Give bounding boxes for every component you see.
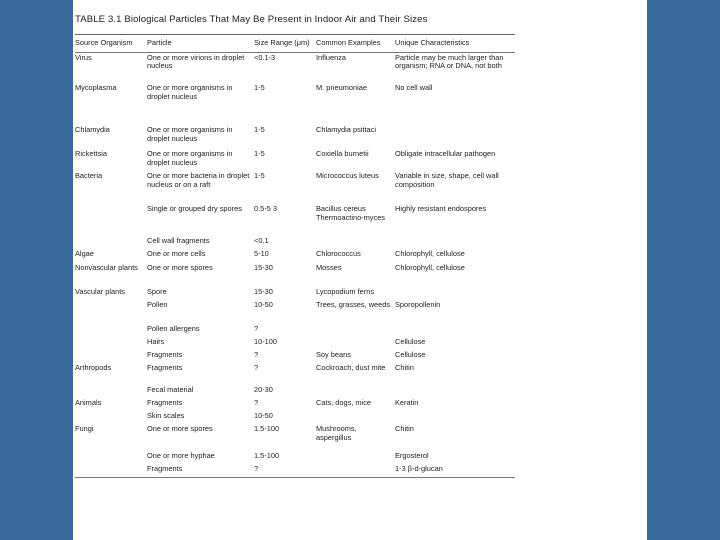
cell-examples <box>316 451 395 464</box>
particles-table <box>75 35 515 478</box>
cell-particle: Fragments <box>147 398 183 408</box>
cell-unique <box>395 125 515 149</box>
cell-particle: One or more bacteria in droplet nucleus or on a raft <box>147 171 250 189</box>
cell-unique: Variable in size, shape, cell wall composition <box>395 171 499 189</box>
document-page <box>75 14 515 478</box>
table-row <box>75 125 515 149</box>
cell-particle: Pollen <box>147 300 168 310</box>
cell-size: <0.1-3 <box>254 52 276 62</box>
cell-examples: Chlorococcus <box>316 249 361 259</box>
table-row <box>75 324 515 337</box>
cell-unique: Sporopollenin <box>395 300 441 310</box>
cell-size: 10-50 <box>254 411 273 421</box>
cell-size: 0.5-5 3 <box>254 204 278 214</box>
cell-particle: One or more cells <box>147 249 206 259</box>
cell-particle: Single or grouped dry spores <box>147 204 242 214</box>
cell-source <box>75 324 147 337</box>
cell-examples <box>316 464 395 477</box>
cell-size: 1-5 <box>254 171 265 181</box>
header-particle: Particle <box>147 38 172 47</box>
cell-size: 1.5-100 <box>254 424 280 434</box>
cell-unique <box>395 385 515 398</box>
cell-source: Bacteria <box>75 171 103 181</box>
cell-unique: 1-3 β-d-glucan <box>395 464 443 474</box>
table-row <box>75 398 515 411</box>
cell-source: Mycoplasma <box>75 83 117 93</box>
cell-unique: Cellulose <box>395 337 426 347</box>
table-row <box>75 337 515 350</box>
table-row <box>75 451 515 464</box>
table-row <box>75 363 515 385</box>
table-row <box>75 149 515 171</box>
cell-particle: Fragments <box>147 464 183 474</box>
header-examples: Common Examples <box>316 38 381 47</box>
cell-source <box>75 236 147 249</box>
table-row <box>75 464 515 477</box>
cell-size: 1-5 <box>254 83 265 93</box>
table-row <box>75 83 515 125</box>
cell-examples: Mushrooms, aspergillus <box>316 424 357 442</box>
cell-size: 1.5-100 <box>254 451 280 461</box>
cell-examples: Cats, dogs, mice <box>316 398 372 408</box>
cell-particle: One or more spores <box>147 424 213 434</box>
cell-examples: Cockroach, dust mite <box>316 363 386 373</box>
cell-particle: Fragments <box>147 350 183 360</box>
cell-unique: Highly resistant endospores <box>395 204 487 214</box>
cell-source <box>75 451 147 464</box>
cell-unique: Keratin <box>395 398 419 408</box>
cell-unique: Chlorophyll, cellulose <box>395 249 465 259</box>
table-row <box>75 249 515 263</box>
cell-source <box>75 464 147 477</box>
cell-particle: One or more virions in droplet nucleus <box>147 52 245 71</box>
cell-source: Chlamydia <box>75 125 110 135</box>
cell-examples <box>316 411 395 424</box>
cell-source <box>75 350 147 363</box>
cell-examples: Chlamydia psittaci <box>316 125 376 135</box>
cell-source: Fungi <box>75 424 94 434</box>
header-unique: Unique Characteristics <box>395 38 470 47</box>
cell-unique: Chitin <box>395 363 414 373</box>
cell-particle: One or more hyphae <box>147 451 215 461</box>
cell-examples: Coxiella burnetii <box>316 149 369 159</box>
cell-source: Animals <box>75 398 102 408</box>
cell-size: 20-30 <box>254 385 273 395</box>
table-row <box>75 52 515 83</box>
cell-source: Algae <box>75 249 94 259</box>
table-row <box>75 263 515 287</box>
cell-particle: Hairs <box>147 337 165 347</box>
cell-examples: M. pneumoniae <box>316 83 367 93</box>
cell-examples: Micrococcus luteus <box>316 171 379 181</box>
table-row <box>75 236 515 249</box>
table-row <box>75 300 515 324</box>
header-size: Size Range (μm) <box>254 38 310 47</box>
table-row <box>75 385 515 398</box>
table-row <box>75 411 515 424</box>
cell-size: 15-30 <box>254 287 273 297</box>
cell-size: ? <box>254 363 259 373</box>
cell-source: Vascular plants <box>75 287 125 297</box>
table-title: TABLE 3.1 Biological Particles That May Be Present in Indoor Air and Their Sizes <box>75 14 428 25</box>
cell-particle: Cell wall fragments <box>147 236 210 246</box>
cell-particle: Spore <box>147 287 167 297</box>
cell-source <box>75 300 147 324</box>
cell-examples <box>316 236 395 249</box>
cell-size: ? <box>254 464 259 474</box>
cell-size: ? <box>254 350 259 360</box>
cell-examples: Soy beans <box>316 350 351 360</box>
cell-unique: Chlorophyll, cellulose <box>395 263 465 273</box>
cell-source: Arthropods <box>75 363 112 373</box>
cell-unique: Particle may be much larger than organism; RNA or DNA, not both <box>395 52 504 71</box>
cell-source <box>75 411 147 424</box>
table-row <box>75 350 515 363</box>
cell-examples: Trees, grasses, weeds <box>316 300 391 310</box>
cell-particle: Fecal material <box>147 385 194 395</box>
cell-size: <0.1 <box>254 236 269 246</box>
cell-examples: Mosses <box>316 263 342 273</box>
table-body <box>75 52 515 477</box>
cell-particle: One or more spores <box>147 263 213 273</box>
cell-size: 1-5 <box>254 149 265 159</box>
cell-source <box>75 204 147 236</box>
cell-unique <box>395 411 515 424</box>
cell-examples: Bacillus cereus Thermoactino-myces <box>316 204 385 222</box>
table-row <box>75 287 515 300</box>
cell-size: 5-10 <box>254 249 269 259</box>
cell-particle: One or more organisms in droplet nucleus <box>147 149 233 167</box>
table-row <box>75 424 515 451</box>
cell-source: Nonvascular plants <box>75 263 138 273</box>
cell-examples: Influenza <box>316 52 346 62</box>
cell-size: 15-30 <box>254 263 273 273</box>
cell-particle: One or more organisms in droplet nucleus <box>147 125 233 143</box>
cell-source: Rickettsia <box>75 149 108 159</box>
cell-examples <box>316 385 395 398</box>
cell-examples <box>316 337 395 350</box>
cell-size: ? <box>254 398 259 408</box>
cell-unique <box>395 236 515 249</box>
header-source: Source Organism <box>75 38 133 47</box>
cell-examples: Lycopodium ferns <box>316 287 375 297</box>
cell-particle: Fragments <box>147 363 183 373</box>
cell-unique: Cellulose <box>395 350 426 360</box>
cell-size: 10-100 <box>254 337 278 347</box>
cell-size: 1-5 <box>254 125 265 135</box>
cell-unique: Obligate intracellular pathogen <box>395 149 496 159</box>
cell-unique: Ergosterol <box>395 451 429 461</box>
cell-unique: Chitin <box>395 424 414 434</box>
table-row <box>75 204 515 236</box>
cell-source <box>75 385 147 398</box>
table-row <box>75 171 515 204</box>
cell-source <box>75 337 147 350</box>
cell-particle: One or more organisms in droplet nucleus <box>147 83 233 101</box>
cell-unique <box>395 324 515 337</box>
cell-size: 10-50 <box>254 300 273 310</box>
cell-examples <box>316 324 395 337</box>
cell-particle: Skin scales <box>147 411 185 421</box>
cell-size: ? <box>254 324 259 334</box>
cell-source: Virus <box>75 52 92 62</box>
table-header-row <box>75 35 515 52</box>
cell-unique: No cell wall <box>395 83 433 93</box>
cell-particle: Pollen allergens <box>147 324 200 334</box>
cell-unique <box>395 287 515 300</box>
